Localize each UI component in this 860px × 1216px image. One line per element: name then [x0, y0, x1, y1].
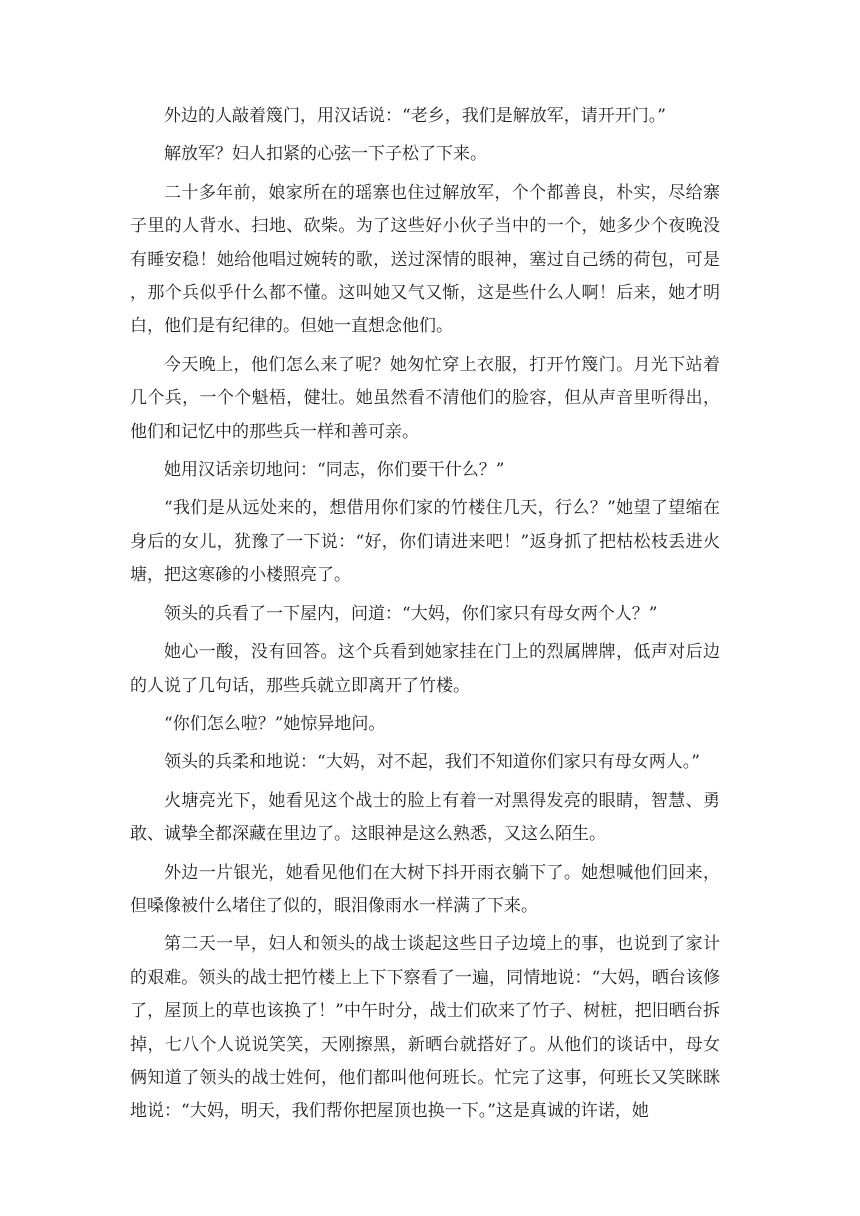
paragraph-13: 第二天一早，妇人和领头的战士谈起这些日子边境上的事，也说到了家计的艰难。领头的战士把竹楼上上下下察看了一遍，同情地说：“大妈，晒台该修了，屋顶上的草也该换了！”中午时分，战士们砍来了竹子、树桩，把旧晒台拆掉，七八个人说说笑笑，天刚擦黑，新晒台就搭好了。从他们的谈话中，母女俩知道了领头的战士姓何，他们都叫他何班长。忙完了这事，何班长又笑眯眯地说：“大妈，明天，我们帮你把屋顶也换一下。”这是真诚的许诺，她 — [130, 934, 720, 1122]
paragraph-8: 她心一酸，没有回答。这个兵看到她家挂在门上的烈属牌牌，低声对后边的人说了几句话，那些兵就立即离开了竹楼。 — [130, 642, 720, 696]
paragraph-10: 领头的兵柔和地说：“大妈，对不起，我们不知道你们家只有母女两人。” — [164, 752, 700, 773]
paragraph-12: 外边一片银光，她看见他们在大树下抖开雨衣躺下了。她想喊他们回来，但嗓像被什么堵住了似的，眼泪像雨水一样满了下来。 — [130, 862, 720, 916]
paragraph-3: 二十多年前，娘家所在的瑶寨也住过解放军，个个都善良，朴实，尽给寨子里的人背水、扫地、砍柴。为了这些好小伙子当中的一个，她多少个夜晚没有睡安稳！她给他唱过婉转的歌，送过深情的眼神，塞过自己绣的荷包，可是，那个兵似乎什么都不懂。这叫她又气又惭，这是些什么人啊！后来，她才明白，他们是有纪律的。但她一直想念他们。 — [130, 182, 720, 337]
paragraph-2: 解放军？妇人扣紧的心弦一下子松了下来。 — [164, 144, 487, 165]
story-text — [130, 100, 720, 1134]
paragraph-7: 领头的兵看了一下屋内，问道：“大妈，你们家只有母女两个人？” — [164, 603, 658, 624]
paragraph-5: 她用汉话亲切地问：“同志，你们要干什么？” — [164, 460, 505, 481]
paragraph-11: 火塘亮光下，她看见这个战士的脸上有着一对黑得发亮的眼睛，智慧、勇敢、诚挚全都深藏在里边了。这眼神是这么熟悉，又这么陌生。 — [130, 790, 720, 845]
paragraph-4: 今天晚上，他们怎么来了呢？她匆忙穿上衣服，打开竹篾门。月光下站着几个兵，一个个魁梧，健壮。她虽然看不清他们的脸容，但从声音里听得出，他们和记忆中的那些兵一样和善可亲。 — [130, 354, 720, 442]
paragraph-9: “你们怎么啦？”她惊异地问。 — [164, 713, 386, 734]
paragraph-6: “我们是从远处来的，想借用你们家的竹楼住几天，行么？”她望了望缩在身后的女儿，犹豫了一下说：“好，你们请进来吧！”返身抓了把枯松枝丢进火塘，把这寒碜的小楼照亮了。 — [130, 498, 720, 586]
paragraph-1: 外边的人敲着篾门，用汉话说：“老乡，我们是解放军，请开开门。” — [164, 106, 666, 126]
